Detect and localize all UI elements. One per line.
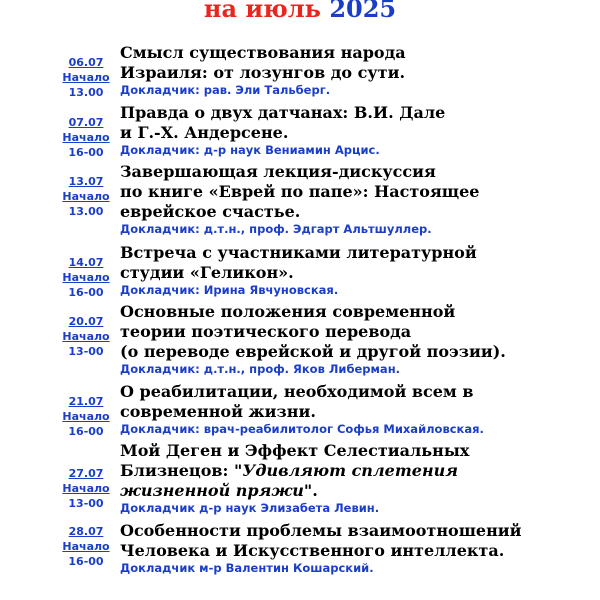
event-body xyxy=(120,302,595,377)
event-body xyxy=(120,243,595,298)
event-title-line: теории поэтического перевода xyxy=(120,322,412,341)
event-title-line: Встреча с участниками литературной xyxy=(120,243,477,262)
event-date-block xyxy=(58,314,114,359)
event-date-block xyxy=(58,174,114,219)
event-speaker: Докладчик: д-р наук Вениамин Арцис. xyxy=(120,143,380,157)
event-date-block xyxy=(58,394,114,439)
event-title-line xyxy=(120,461,595,481)
event-title-line: еврейское счастье. xyxy=(120,202,301,221)
event-speaker: Докладчик: д.т.н., проф. Эдгарт Альтшуллер. xyxy=(120,222,432,236)
event-title-line: студии «Геликон». xyxy=(120,263,294,282)
event-body xyxy=(120,382,595,437)
event-title-line: Правда о двух датчанах: В.И. Дале xyxy=(120,103,446,122)
event-time: 16-00 xyxy=(68,425,104,438)
event-title-line: и Г.-Х. Андерсене. xyxy=(120,123,289,142)
event-time: 16-00 xyxy=(68,146,104,159)
event-title-line: Основные положения современной xyxy=(120,302,456,321)
event-title-line: (о переводе еврейской и другой поэзии). xyxy=(120,342,506,361)
event-body xyxy=(120,521,595,576)
event-date-block xyxy=(58,55,114,100)
event-title-line: по книге «Еврей по папе»: Настоящее xyxy=(120,182,480,201)
event-date-block xyxy=(58,466,114,511)
event-title-line: Человека и Искусственного интеллекта. xyxy=(120,541,505,560)
event-title-line: Израиля: от лозунгов до сути. xyxy=(120,63,406,82)
event-body xyxy=(120,441,595,516)
start-label: Начало xyxy=(62,330,110,343)
event-time: 16-00 xyxy=(68,286,104,299)
event-time: 13.00 xyxy=(68,86,104,99)
event-title-line: О реабилитации, необходимой всем в xyxy=(120,382,474,401)
event-title-line: Смысл существования народа xyxy=(120,43,406,62)
start-label: Начало xyxy=(62,410,110,423)
event-date: 14.07 xyxy=(68,256,104,269)
event-date: 13.07 xyxy=(68,175,104,188)
header-year: 2025 xyxy=(329,0,397,23)
start-label: Начало xyxy=(62,482,110,495)
event-speaker: Докладчик: врач-реабилитолог Софья Михайловская. xyxy=(120,422,484,436)
start-label: Начало xyxy=(62,71,110,84)
event-date-block xyxy=(58,255,114,300)
start-label: Начало xyxy=(62,190,110,203)
event-date: 21.07 xyxy=(68,395,104,408)
event-speaker: Докладчик д-р наук Элизабета Левин. xyxy=(120,501,380,515)
event-title-part: Близнецов: " xyxy=(120,461,243,480)
event-body xyxy=(120,43,595,98)
event-title-part: ". xyxy=(303,481,318,500)
event-body xyxy=(120,162,595,237)
event-title-line: Мой Деген и Эффект Селестиальных xyxy=(120,441,470,460)
event-speaker: Докладчик: Ирина Явчуновская. xyxy=(120,283,339,297)
event-body xyxy=(120,103,595,158)
event-date-block xyxy=(58,115,114,160)
event-speaker: Докладчик: рав. Эли Тальберг. xyxy=(120,83,331,97)
event-date: 20.07 xyxy=(68,315,104,328)
event-title-line: современной жизни. xyxy=(120,402,316,421)
event-time: 13-00 xyxy=(68,497,104,510)
event-time: 13.00 xyxy=(68,205,104,218)
event-date: 27.07 xyxy=(68,467,104,480)
event-date: 07.07 xyxy=(68,116,104,129)
event-title-quote: жизненной пряжи xyxy=(120,481,304,500)
event-time: 13-00 xyxy=(68,345,104,358)
event-time: 16-00 xyxy=(68,555,104,568)
event-title-line xyxy=(120,481,595,501)
event-date-block xyxy=(58,524,114,569)
event-speaker: Докладчик: д.т.н., проф. Яков Либерман. xyxy=(120,362,401,376)
event-title-quote: Удивляют сплетения xyxy=(242,461,458,480)
start-label: Начало xyxy=(62,131,110,144)
event-title-line: Завершающая лекция-дискуссия xyxy=(120,162,436,181)
event-title-line: Особенности проблемы взаимоотношений xyxy=(120,521,522,540)
event-date: 28.07 xyxy=(68,525,104,538)
header-prefix: на июль xyxy=(203,0,321,23)
start-label: Начало xyxy=(62,271,110,284)
event-speaker: Докладчик м-р Валентин Кошарский. xyxy=(120,561,374,575)
event-date: 06.07 xyxy=(68,56,104,69)
start-label: Начало xyxy=(62,540,110,553)
page-header xyxy=(0,0,600,24)
